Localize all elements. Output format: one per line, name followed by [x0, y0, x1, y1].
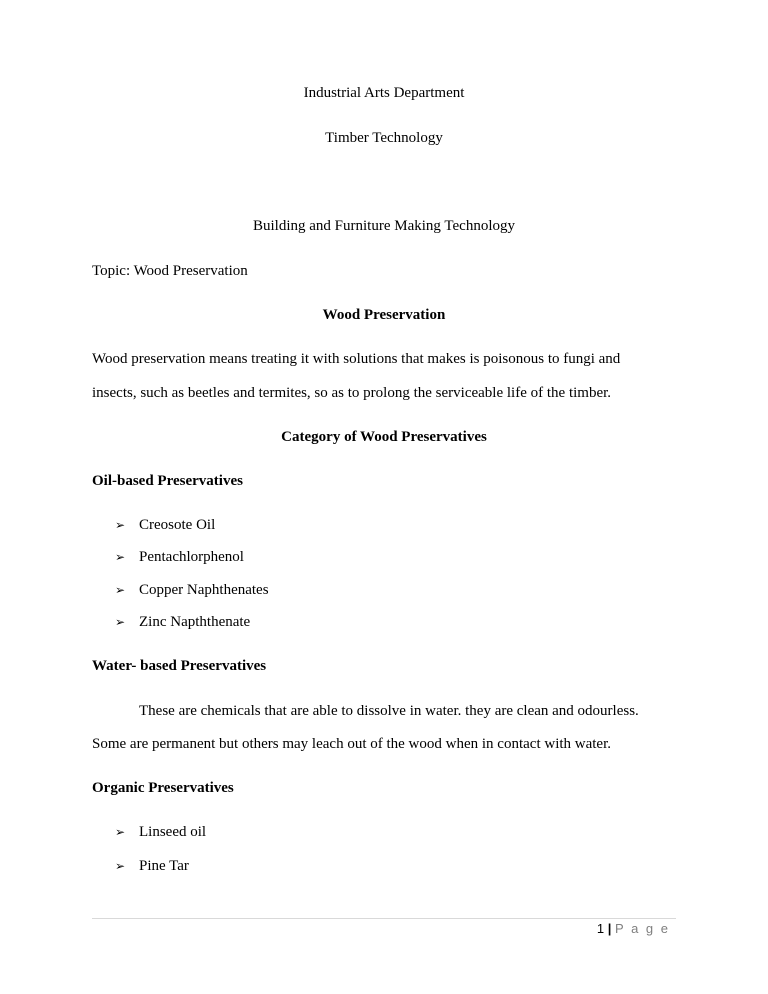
course-title: Building and Furniture Making Technology [253, 218, 515, 234]
page-separator: | [607, 921, 612, 936]
page-label: P a g e [615, 921, 670, 936]
main-heading: Wood Preservation [322, 307, 446, 323]
list-item: Pentachlorphenol [139, 549, 244, 565]
arrow-bullet-icon: ➢ [115, 518, 126, 532]
organic-heading: Organic Preservatives [92, 780, 234, 796]
list-item: Pine Tar [139, 858, 189, 874]
arrow-bullet-icon: ➢ [115, 583, 126, 597]
water-based-paragraph-line-1: These are chemicals that are able to dissolve in water. they are clean and odourless. [139, 703, 639, 719]
department-title: Industrial Arts Department [303, 85, 465, 101]
page-number: 1 [596, 921, 605, 936]
oil-based-heading: Oil-based Preservatives [92, 473, 243, 489]
category-heading: Category of Wood Preservatives [281, 429, 487, 445]
subject-title: Timber Technology [325, 130, 443, 146]
list-item: Zinc Napththenate [139, 614, 251, 630]
arrow-bullet-icon: ➢ [115, 615, 126, 629]
arrow-bullet-icon: ➢ [115, 825, 126, 839]
water-based-heading: Water- based Preservatives [92, 658, 267, 674]
water-based-paragraph-line-2: Some are permanent but others may leach out of the wood when in contact with water. [92, 736, 612, 752]
arrow-bullet-icon: ➢ [115, 550, 126, 564]
intro-paragraph-line-1: Wood preservation means treating it with solutions that makes is poisonous to fungi and [92, 351, 621, 367]
page-footer [560, 922, 670, 935]
footer-divider [92, 918, 676, 919]
intro-paragraph-line-2: insects, such as beetles and termites, so as to prolong the serviceable life of the timber. [92, 385, 612, 401]
arrow-bullet-icon: ➢ [115, 859, 126, 873]
list-item: Linseed oil [139, 824, 207, 840]
list-item: Creosote Oil [139, 517, 216, 533]
list-item: Copper Naphthenates [139, 582, 269, 598]
topic-line: Topic: Wood Preservation [92, 263, 248, 279]
